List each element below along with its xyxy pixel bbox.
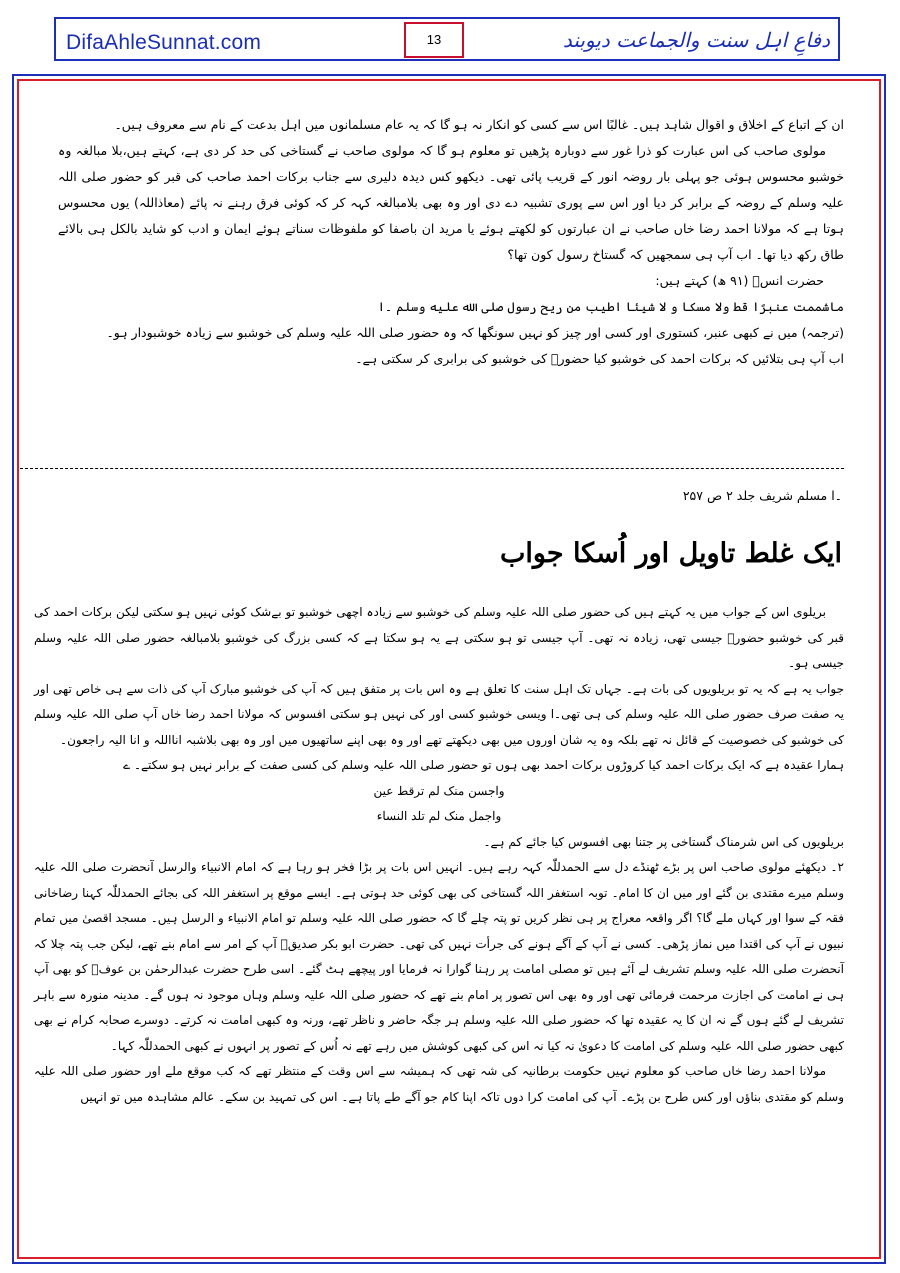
paragraph: مولوی صاحب کی اس عبارت کو ذرا غور سے دوبارہ پڑھیں تو معلوم ہو گا کہ مولوی صاحب نے گستاخی کی حد کر دی ہے، کہتے ہیں،بلا مبالغہ وہ خوشبو محسوس ہوئی جو پہلی بار روضہ انور کے قریب پائی تھی۔ دیکھو کس دیدہ دلیری سے جناب برکات احمد صاحب کی قبر کو حضور صلی اللہ علیہ وسلم کے روضہ کے برابر کر دیا اور اس سے پوری تشبیہ دے دی اور وہ بھی بلامبالغہ کہہ کر کہ کوئی فرق رہنے نہ پائے (معاذاللہ) یوں محسوس ہوتا ہے کہ مولانا احمد رضا خاں صاحب نے ان عبارتوں کو لکھتے ہوئے یا مرید ان باصفا کو ملفوظات سناتے ہوئے ایمان و ادب کو شاید بالکل ہی بالائے طاق رکھ دیا تھا۔ اب آپ ہی سمجھیں کہ گستاخ رسول کون تھا؟: [58, 143, 844, 262]
paragraph: بریلوی اس کے جواب میں یہ کہتے ہیں کی حضور صلی اللہ علیہ وسلم کی خوشبو سے زیادہ اچھی خوشبو تو بےشک کوئی نہیں ہو سکتی لیکن برکات احمد کی قبر کی خوشبو حضورؐ جیسی تھی، زیادہ نہ تھی۔ آپ جیسی تو ہو سکتی ہے یہ ہو سکتا ہے کہ کسی بزرگ کی خوشبو بلامبالغہ حضور صلی اللہ علیہ وسلم جیسی ہو۔: [34, 605, 844, 670]
paragraph: اب آپ ہی بتلائیں کہ برکات احمد کی خوشبو کیا حضورؐ کی خوشبو کی برابری کر سکتی ہے۔: [355, 351, 844, 366]
paragraph: بریلویوں کی اس شرمناک گستاخی پر جتنا بھی افسوس کیا جائے کم ہے۔: [483, 834, 844, 849]
hadith-arabic: ماشممت عنبرًا قط ولا مسكا و لا شيئا اطيب من ريح رسول صلی الله عليه وسلم ۔ا: [377, 299, 844, 314]
footnote-separator: [20, 468, 844, 469]
paragraph: ۲۔ دیکھئے مولوی صاحب اس پر بڑے ٹھنڈے دل سے الحمدللّٰہ کہہ رہے ہیں۔ انہیں اس بات پر بڑا فخر ہو رہا ہے کہ امام الانبیاء والرسل آنحضرت صلی اللہ علیہ وسلم میرے مقتدی بن گئے اور میں ان کا امام۔ توبہ استغفر اللہ گستاخی کی بھی کوئی حد ہوتی ہے۔ ایسے موقع پر استغفر اللہ کی بجائے الحمدللّٰہ کہنا رضاخانی فقہ کے سوا اور کہاں ملے گا؟ اگر واقعہ معراج پر ہی نظر کریں تو پتہ چلے گا کہ حضور صلی اللہ علیہ وسلم تو امام الانبیاء و الرسل ہیں۔ مسجد اقصیٰ میں تمام نبیوں نے آپ کی اقتدا میں نماز پڑھی۔ کسی نے آپ کے آگے ہونے کی جرأت نہیں کی تھی۔ حضرت ابو بکر صدیقؓ آپ کے امر سے امام بنے تھے، لیکن جب پتہ چلا کہ آنحضرت صلی اللہ علیہ وسلم تشریف لے آئے ہیں تو مصلی امامت پر رہنا گوارا نہ فرمایا اور پیچھے ہٹ گئے۔ اسی طرح حضرت عبدالرحمٰن بن عوفؓ کو بھی آپ ہی نے امامت کی اجازت مرحمت فرمائی تھی اور وہ بھی اس تصور پر امام بنے تھے کہ حضور صلی اللہ علیہ وسلم وہاں موجود نہ ہوں گے۔ مدینہ منورہ سے باہر تشریف لے گئے ہوں گے نہ ان کا یہ عقیدہ تھا کہ حضور صلی اللہ علیہ وسلم ہر جگہ حاضر و ناظر تھے، ورنہ وہ کبھی امامت نہ کرتے۔ دوسرے صحابہ کرام نے بھی کبھی حضور صلی اللہ علیہ وسلم کی امامت کا دعویٰ نہ کیا نہ اس کی کبھی کوشش میں رہے تھے نہ اُس کے تصور پر انہوں نے کبھی الحمدللّٰہ کہا۔: [34, 860, 844, 1053]
poetry-line: واجمل منک لم تلد النساء: [376, 809, 502, 823]
page-number: 13: [404, 22, 464, 58]
translation: (ترجمہ) میں نے کبھی عنبر، کستوری اور کسی اور چیز کو نہیں سونگھا کہ وہ حضور صلی اللہ علیہ وسلم کی خوشبو سے زیادہ خوشبودار ہو۔: [106, 325, 844, 340]
paragraph: ان کے اتباع کے اخلاق و اقوال شاہد ہیں۔ غالبًا اس سے کسی کو انکار نہ ہو گا کہ یہ عام مسلمانوں میں اہل بدعت کے نام سے معروف ہیں۔: [114, 117, 844, 132]
hadith-intro: حضرت انسؓ (۹۱ ھ) کہتے ہیں:: [655, 273, 824, 288]
paragraph: ہمارا عقیدہ ہے کہ ایک برکات احمد کیا کروڑوں برکات احمد بھی ہوں تو حضور صلی اللہ علیہ وسلم کی کسی صفت کے برابر نہیں ہو سکتے۔ ے: [123, 758, 844, 772]
paragraph: مولانا احمد رضا خاں صاحب کو معلوم نہیں حکومت برطانیہ کی شہ تھی کہ ہمیشہ سے اس وقت کے منتظر تھے کہ کب موقع ملے اور حضور صلی اللہ علیہ وسلم کو مقتدی بناؤں اور کس طرح بن پڑے۔ آپ کی امامت کرا دوں تاکہ اپنا کام جو آگے طے پاتا ہے۔ اس کی تمہید بن سکے۔ عالم مشاہدہ میں تو انہیں: [34, 1064, 844, 1104]
organization-title: دفاعِ اہل سنت والجماعت دیوبند: [562, 28, 830, 52]
footnote: ۔ا مسلم شریف جلد ۲ ص ۲۵۷: [682, 488, 842, 503]
poetry-line: واجسن منک لم ترقط عين: [373, 783, 505, 798]
main-section: [34, 600, 844, 1110]
site-name[interactable]: DifaAhleSunnat.com: [66, 31, 262, 54]
paragraph: جواب یہ ہے کہ یہ تو بریلویوں کی بات ہے۔ جہاں تک اہل سنت کا تعلق ہے وہ اس بات پر متفق ہیں کہ آپ کی خوشبو مبارک آپ کی ذات سے ہی خاص تھی اور یہ صفت صرف حضور صلی اللہ علیہ وسلم کی ہی تھی۔ا ویسی خوشبو کسی اور کی نہیں ہو سکتی افسوس کہ مولانا احمد رضا خاں آپ صلی اللہ علیہ وسلم کی خوشبو کی خصوصیت کے قائل نہ تھے بلکہ وہ یہ شان اوروں میں بھی دیکھتے تھے اور وہ بھی اپنے ساتھیوں میں اور وہ بھی بلاشبہ انااللہ و انا الیہ راجعون۔: [34, 681, 844, 747]
top-section: [58, 112, 844, 372]
section-heading: ایک غلط تاویل اور اُسکا جواب: [499, 538, 842, 569]
